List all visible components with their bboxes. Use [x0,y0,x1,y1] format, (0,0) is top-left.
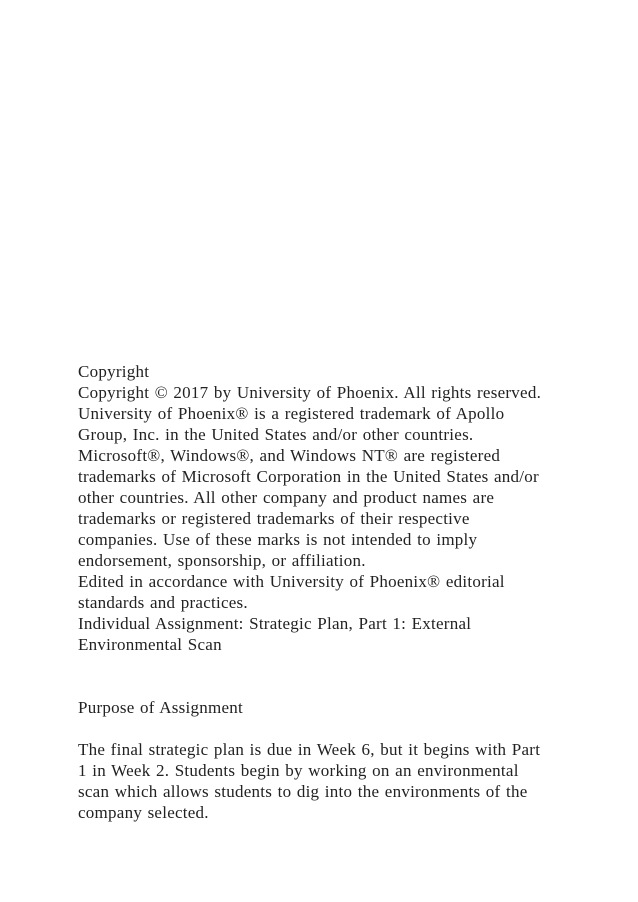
purpose-line: scan which allows students to dig into the environments of the [78,782,528,801]
spacer [78,655,578,676]
spacer [78,676,578,697]
copyright-line: endorsement, sponsorship, or affiliation. [78,551,366,570]
copyright-line: Copyright © 2017 by University of Phoenix. All rights reserved. [78,383,542,402]
purpose-line: 1 in Week 2. Students begin by working on an environmental [78,761,519,780]
copyright-line: Edited in accordance with University of Phoenix® editorial [78,572,505,591]
spacer [78,718,578,739]
copyright-line: standards and practices. [78,593,248,612]
document-body [78,361,578,823]
copyright-line: other countries. All other company and product names are [78,488,495,507]
copyright-line: companies. Use of these marks is not intended to imply [78,530,478,549]
purpose-line: company selected. [78,803,209,822]
copyright-line: Microsoft®, Windows®, and Windows NT® are registered [78,446,501,465]
assignment-title-line: Environmental Scan [78,635,222,654]
copyright-line: University of Phoenix® is a registered trademark of Apollo [78,404,505,423]
copyright-line: trademarks of Microsoft Corporation in the United States and/or [78,467,539,486]
purpose-line: The final strategic plan is due in Week 6, but it begins with Part [78,740,541,759]
copyright-heading: Copyright [78,362,150,381]
copyright-line: Group, Inc. in the United States and/or other countries. [78,425,474,444]
purpose-heading: Purpose of Assignment [78,698,243,717]
copyright-line: trademarks or registered trademarks of their respective [78,509,470,528]
assignment-title-line: Individual Assignment: Strategic Plan, Part 1: External [78,614,472,633]
